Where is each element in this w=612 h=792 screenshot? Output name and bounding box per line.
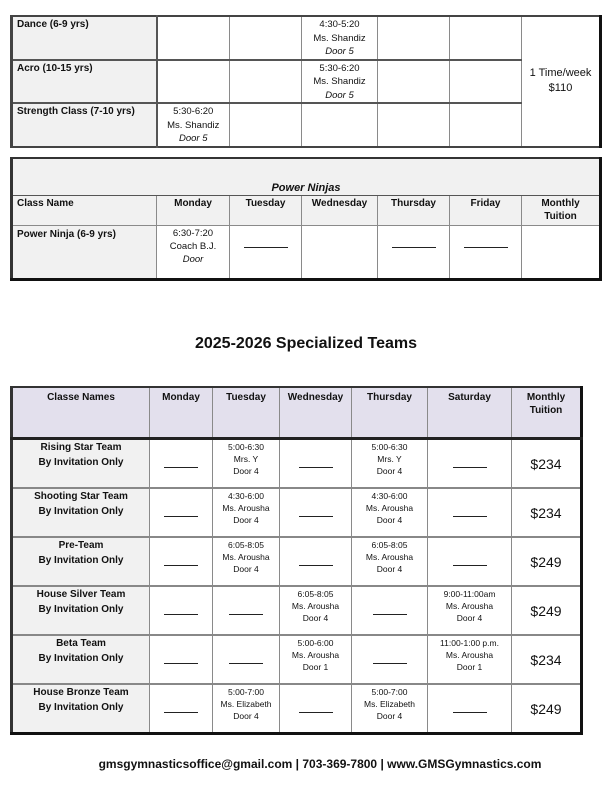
table-row [12,226,601,280]
slot-door: Door 4 [376,515,403,525]
slot-tuesday [213,635,280,684]
empty-slot-dash [299,467,333,468]
empty-slot-dash [392,247,436,248]
empty-slot-dash [299,516,333,517]
footer-separator: | [295,757,300,771]
slot-coach: Ms. Arousha [445,650,494,660]
table-row [12,439,582,489]
team-name: Rising Star Team [40,442,122,453]
tuition-price: $234 [512,635,582,684]
empty-slot-dash [453,516,487,517]
header-monday: Monday [150,387,213,439]
slot-tuesday [230,226,302,280]
slot-time: 5:00-6:30 [228,442,264,452]
header-thursday: Thursday [352,387,428,439]
slot-door: Door 5 [178,133,208,144]
slot-saturday [428,537,512,586]
slot-wednesday [302,103,378,147]
table-row [12,103,601,147]
team-name: Pre-Team [58,540,104,551]
slot-tuesday [213,586,280,635]
footer-email[interactable]: gmsgymnasticsoffice@gmail.com [98,757,293,771]
slot-door: Door 5 [325,89,354,101]
team-name-cell [12,488,150,537]
header-friday: Friday [450,196,522,226]
tuition-header-line2: Tuition [544,211,577,222]
slot-saturday [428,635,512,684]
slot-coach: Ms. Shandiz [313,76,366,87]
tuition-price: $234 [512,488,582,537]
empty-slot-dash [164,614,198,615]
tuition-price: $234 [512,439,582,489]
empty-slot-dash [453,712,487,713]
slot-coach: Ms. Shandiz [313,32,366,44]
empty-slot-dash [373,663,407,664]
slot-thursday [352,635,428,684]
table-row [12,60,601,104]
slot-tuesday [230,103,302,147]
slot-time: 9:00-11:00am [443,589,496,599]
slot-thursday [352,684,428,734]
empty-slot-dash [164,712,198,713]
slot-wednesday [302,226,378,280]
slot-coach: Mrs. Y [377,454,402,464]
header-saturday: Saturday [428,387,512,439]
slot-coach: Ms. Elizabeth [363,699,416,709]
empty-slot-dash [373,614,407,615]
slot-wednesday [302,16,378,60]
slot-coach: Ms. Elizabeth [220,699,272,709]
slot-monday [150,537,213,586]
slot-time: 4:30-6:00 [228,491,264,501]
table-row [12,635,582,684]
slot-door: Door 4 [376,466,403,476]
specialized-teams-table [10,386,583,735]
class-name: Acro (10-15 yrs) [12,60,157,104]
footer-phone[interactable]: 703-369-7800 [302,757,378,771]
empty-slot-dash [229,614,263,615]
empty-slot-dash [164,565,198,566]
slot-friday [450,16,522,60]
table-row [12,537,582,586]
slot-coach: Ms. Shandiz [167,119,220,131]
table-row [12,16,601,60]
slot-friday [450,60,522,104]
slot-tuesday [230,16,302,60]
slot-time: 11:00-1:00 p.m. [440,638,499,648]
slot-thursday [352,537,428,586]
team-name-cell [12,439,150,489]
empty-slot-dash [244,247,288,248]
power-ninjas-table [10,157,602,281]
tuition-frequency: 1 Time/week [529,67,592,80]
header-class-names: Classe Names [12,387,150,439]
slot-time: 5:30-6:20 [173,106,214,117]
team-name-cell [12,586,150,635]
slot-door: Door 1 [456,662,483,672]
slot-thursday [378,103,450,147]
power-ninjas-title-row [12,158,601,196]
empty-slot-dash [164,467,198,468]
slot-coach: Ms. Arousha [365,552,414,562]
slot-coach: Mrs. Y [233,454,259,464]
slot-coach: Ms. Arousha [222,503,270,513]
slot-door: Door 1 [302,662,329,672]
slot-saturday [428,684,512,734]
table-row [12,488,582,537]
slot-time: 5:00-6:30 [371,442,408,452]
team-note: By Invitation Only [38,456,124,468]
slot-monday [157,226,230,280]
team-name-cell [12,684,150,734]
tuition-price: $110 [548,82,573,95]
contact-footer [0,757,612,771]
header-monthly-tuition [512,387,582,439]
tuition-price: $249 [512,684,582,734]
tuition-price: $249 [512,537,582,586]
slot-wednesday [280,635,352,684]
class-name: Power Ninja (6-9 yrs) [12,226,157,280]
tuition-price: $249 [512,586,582,635]
slot-thursday [352,488,428,537]
table-row [12,586,582,635]
team-name: Shooting Star Team [34,491,128,502]
empty-slot-dash [464,247,508,248]
slot-monday [157,103,230,147]
slot-monday [150,635,213,684]
slot-monday [150,586,213,635]
team-name-cell [12,537,150,586]
slot-door: Door 4 [233,564,259,574]
slot-time: 6:05-8:05 [297,589,334,599]
slot-wednesday [280,586,352,635]
slot-wednesday [280,439,352,489]
recreational-classes-table [10,15,602,148]
team-name-cell [12,635,150,684]
slot-coach: Ms. Arousha [365,503,414,513]
empty-slot-dash [299,565,333,566]
header-monthly-tuition [522,196,601,226]
slot-door: Door 5 [325,46,354,57]
tuition-header-line2: Tuition [529,405,563,416]
slot-coach: Coach B.J. [169,241,217,252]
team-name: House Silver Team [36,589,126,600]
slot-door: Door 4 [376,564,403,574]
team-note: By Invitation Only [38,505,124,517]
slot-tuesday [230,60,302,104]
slot-door: Door 4 [456,613,483,623]
slot-saturday [428,439,512,489]
header-tuesday: Tuesday [213,387,280,439]
slot-time: 5:00-6:00 [297,638,334,648]
tuition-header-line1: Monthly [541,198,580,209]
header-wednesday: Wednesday [280,387,352,439]
empty-slot-dash [164,663,198,664]
slot-door: Door 4 [233,515,259,525]
class-name: Strength Class (7-10 yrs) [12,103,157,147]
slot-door: Door [182,254,204,265]
class-name: Dance (6-9 yrs) [12,16,157,60]
slot-friday [450,226,522,280]
slot-time: 4:30-6:00 [371,491,408,501]
slot-tuesday [213,684,280,734]
tuition-cell [522,16,601,147]
slot-door: Door 4 [233,711,259,721]
slot-coach: Ms. Arousha [291,601,340,611]
empty-slot-dash [164,516,198,517]
slot-wednesday [302,60,378,104]
slot-time: 5:00-7:00 [371,687,408,697]
empty-slot-dash [229,663,263,664]
section-title: 2025-2026 Specialized Teams [194,335,418,352]
slot-thursday [378,16,450,60]
slot-time: 6:05-8:05 [228,540,264,550]
slot-time: 5:30-6:20 [319,62,360,74]
slot-thursday [378,60,450,104]
empty-slot-dash [453,565,487,566]
slot-coach: Ms. Arousha [445,601,494,611]
tuition-header-line1: Monthly [526,392,566,403]
slot-time: 6:05-8:05 [371,540,408,550]
slot-tuition [522,226,601,280]
slot-monday [157,60,230,104]
slot-tuesday [213,537,280,586]
footer-website[interactable]: www.GMSGymnastics.com [387,757,542,771]
empty-slot-dash [453,467,487,468]
slot-saturday [428,488,512,537]
slot-thursday [352,586,428,635]
slot-door: Door 4 [376,711,403,721]
slot-monday [150,439,213,489]
power-ninjas-header-row [12,196,601,226]
slot-saturday [428,586,512,635]
slot-monday [150,488,213,537]
slot-thursday [352,439,428,489]
slot-friday [450,103,522,147]
power-ninjas-title: Power Ninjas [12,158,601,196]
slot-time: 5:00-7:00 [228,687,264,697]
slot-wednesday [280,488,352,537]
header-class-name: Class Name [12,196,157,226]
team-name: House Bronze Team [33,687,129,698]
empty-slot-dash [299,712,333,713]
team-note: By Invitation Only [38,603,124,615]
header-tuesday: Tuesday [230,196,302,226]
slot-thursday [378,226,450,280]
header-thursday: Thursday [378,196,450,226]
footer-separator: | [380,757,384,771]
slot-monday [150,684,213,734]
slot-door: Door 4 [302,613,329,623]
slot-coach: Ms. Arousha [291,650,340,660]
slot-time: 4:30-5:20 [319,19,360,30]
header-monday: Monday [157,196,230,226]
slot-wednesday [280,684,352,734]
team-note: By Invitation Only [38,701,124,713]
slot-tuesday [213,488,280,537]
team-note: By Invitation Only [38,652,124,664]
specialized-header-row [12,387,582,439]
slot-time: 6:30-7:20 [172,228,214,239]
table-row [12,684,582,734]
team-note: By Invitation Only [38,554,124,566]
slot-monday [157,16,230,60]
slot-door: Door 4 [233,466,259,476]
header-wednesday: Wednesday [302,196,378,226]
slot-coach: Ms. Arousha [222,552,270,562]
team-name: Beta Team [56,638,106,649]
slot-wednesday [280,537,352,586]
slot-tuesday [213,439,280,489]
